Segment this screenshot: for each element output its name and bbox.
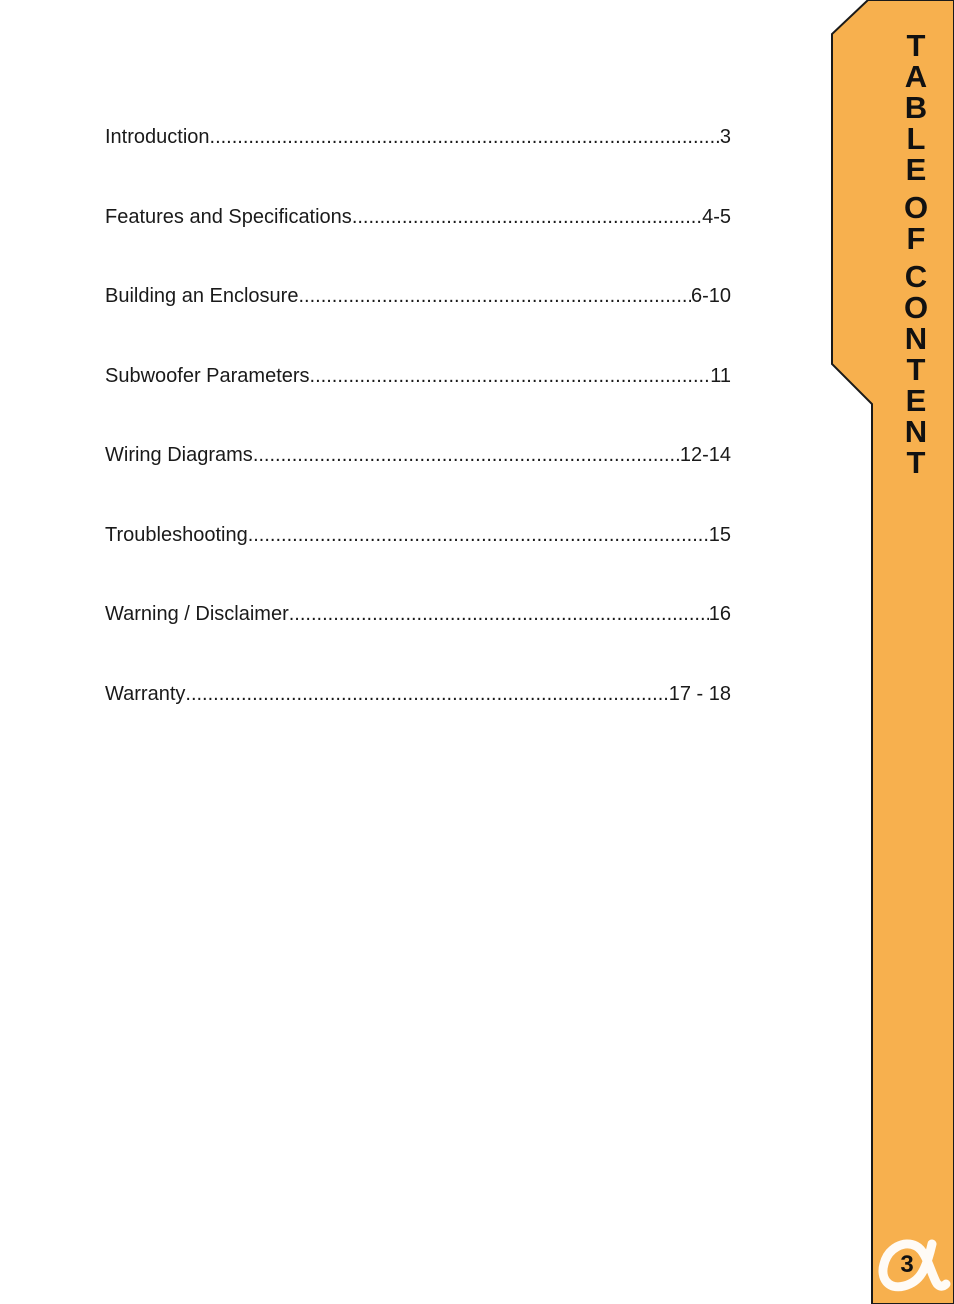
tab-title-word [885,30,947,185]
toc-entry-title: Warning / Disclaimer [105,603,289,625]
toc-entry-title: Introduction [105,126,210,148]
toc-dot-leader [310,363,711,389]
page-number: 3 [900,1251,914,1278]
toc-entry-title: Warranty [105,683,186,705]
toc-entry[interactable] [105,363,731,389]
toc-entry-page: 17 - 18 [668,683,731,705]
tab-title-letter: E [905,383,927,418]
toc-entry-title: Troubleshooting [105,524,248,546]
toc-dot-leader [253,442,680,468]
toc-entry-page: 16 [708,603,731,625]
toc-entry-page: 4-5 [702,206,731,228]
toc-entry[interactable] [105,442,731,468]
tab-title-letter: L [906,121,926,156]
toc-entry-title: Subwoofer Parameters [105,365,310,387]
toc-dot-leader [352,204,702,230]
toc-entry[interactable] [105,601,731,627]
toc-entry-title: Wiring Diagrams [105,444,253,466]
toc-entry-page: 12-14 [679,444,731,466]
toc-entry-title: Features and Specifications [105,206,352,228]
tab-title-letter: E [905,152,927,187]
tab-title-letter: N [904,321,928,356]
toc-entry-title: Building an Enclosure [105,285,299,307]
toc-dot-leader [185,681,668,707]
tab-title-letter: T [906,445,926,480]
toc-entry-page: 6-10 [690,285,731,307]
tab-title-letter: N [904,414,928,449]
toc-dot-leader [210,124,720,150]
tab-title-letter: A [904,59,928,94]
toc-entry[interactable] [105,283,731,309]
tab-title-letter: O [903,190,929,225]
tab-title-letter: B [904,90,928,125]
toc-entry[interactable] [105,522,731,548]
tab-title-letter: O [903,290,929,325]
tab-title-letter: T [906,352,926,387]
toc-entry[interactable] [105,204,731,230]
tab-title [885,30,947,478]
toc-entry[interactable] [105,681,731,707]
tab-title-letter: F [906,221,926,256]
toc-dot-leader [289,601,709,627]
toc-entry[interactable] [105,124,731,150]
toc-dot-leader [298,283,691,309]
toc-entry-page: 11 [710,365,731,387]
tab-title-word [885,261,947,478]
toc-entry-page: 15 [708,524,731,546]
tab-title-letter: C [904,259,928,294]
tab-title-letter: T [906,28,926,63]
toc-entry-page: 3 [719,126,731,148]
tab-title-word [885,192,947,254]
toc-dot-leader [248,522,709,548]
